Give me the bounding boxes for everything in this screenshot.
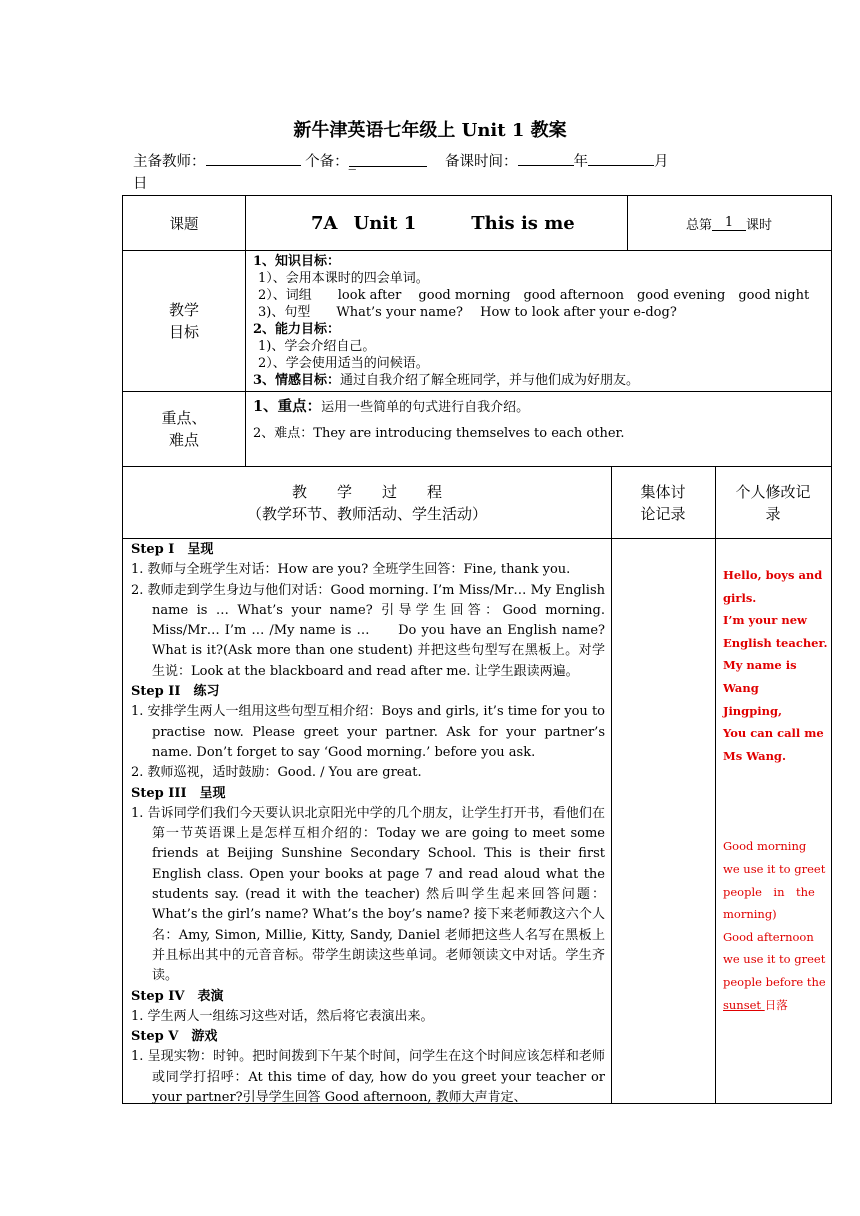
objective-line: 3)、句型 What’s your name? How to look after your e-dog? <box>258 305 677 320</box>
group-discussion-header: 集体讨 论记录 <box>640 482 686 523</box>
objective-line: 1)、学会介绍自己。 <box>258 339 376 354</box>
unit-name: Unit 1 <box>353 212 417 234</box>
period-count: 总第 1 课时 <box>685 215 773 233</box>
objective-line: 2）、学会使用适当的问候语。 <box>258 356 429 371</box>
day-label: 日 <box>133 176 148 192</box>
objectives-label: 教学 目标 <box>168 300 199 341</box>
keypoints-label: 重点、 难点 <box>161 409 207 449</box>
process-content <box>131 540 605 1108</box>
difficult-point-text: 2、难点：They are introducing themselves to each other. <box>253 426 625 441</box>
teacher-label: 主备教师： <box>133 154 206 170</box>
key-point-label: 1、重点： <box>253 398 322 415</box>
step-item: 1. 学生两人一组练习这些对话，然后将它表演出来。 <box>131 1008 434 1024</box>
personal-revision-header: 个人修改记 录 <box>735 482 811 523</box>
year-blank <box>518 150 574 166</box>
step-heading: Step IV 表演 <box>131 988 224 1004</box>
keypoints-content <box>253 397 828 441</box>
teaching-process-table <box>122 466 832 1104</box>
teacher-blank <box>206 150 301 166</box>
objective-line: 3、情感目标：通过自我介绍了解全班同学，并与他们成为好朋友。 <box>253 373 640 388</box>
step-heading: Step I 呈现 <box>131 542 214 557</box>
month-label: 月 <box>654 154 669 170</box>
step-item: 1. 安排学生两人一组用这些句型互相介绍：Boys and girls, it’s time for you to practise now. Please greet your partner. Ask for your partner’s name. Don’t forget to say ‘Good morning.’ before you ask. <box>131 704 605 760</box>
step-item: 1. 呈现实物：时钟。把时间拨到下午某个时间，问学生在这个时间应该怎样和老师或同学打招呼：At this time of day, how do you greet your teacher or your partner?引导学生回答 Good afternoon, 教师大声肯定、 <box>131 1049 605 1106</box>
period-number: 1 <box>712 215 746 231</box>
step-item: 2. 教师走到学生身边与他们对话：Good morning. I’m Miss/Mr… My English name is … What’s your name? 引导学生回答：Good morning. Miss/Mr… I’m … /My name is … Do you have an English name? What is it?(Ask more than one student) 并把这些句型写在黑板上。对学生说：Look at the blackboard and read after me. 让学生跟读两遍。 <box>131 582 605 679</box>
document-title: 新牛津英语七年级上 Unit 1 教案 <box>293 120 567 141</box>
step-heading: Step II 练习 <box>131 684 220 700</box>
objective-line: 1、知识目标： <box>253 254 341 269</box>
lesson-info-table <box>122 195 832 467</box>
lesson-topic <box>245 196 627 250</box>
unit-code: 7A <box>311 212 338 234</box>
step-heading: Step V 游戏 <box>131 1029 218 1045</box>
unit-title: This is me <box>471 212 575 234</box>
step-item: 1. 教师与全班学生对话：How are you? 全班学生回答：Fine, thank you. <box>131 562 571 578</box>
process-header: 教 学 过 程 （教学环节、教师活动、学生活动） <box>246 482 487 523</box>
step-item: 2. 教师巡视，适时鼓励：Good. / You are great. <box>131 765 422 781</box>
year-label: 年 <box>573 154 589 170</box>
personal-notes: Hello, boys and girls. I’m your new English teacher. My name is Wang Jingping, You can call me Ms Wang. Good morning we use it to greet people in the morning) Good afternoon we use it to greet people before the sunset 日落 <box>723 568 828 1012</box>
objective-line: 2、能力目标： <box>253 322 341 337</box>
personal-blank: _ <box>349 151 427 167</box>
objective-line: 2）、词组 look after good morning good afternoon good evening good night <box>258 288 810 303</box>
step-heading: Step III 呈现 <box>131 785 226 801</box>
prep-time-label: 备课时间： <box>445 154 518 170</box>
objective-line: 1）、会用本课时的四会单词。 <box>258 271 429 286</box>
step-item: 1. 告诉同学们我们今天要认识北京阳光中学的几个朋友，让学生打开书，看他们在第一节英语课上是怎样互相介绍的：Today we are going to meet some friends at Beijing Sunshine Secondary School. This is their first English class. Open your books at page 7 and read aloud what the students say. (read it with the teacher) 然后叫学生起来回答问题：What’s the girl’s name? What’s the boy’s name? 接下来老师教这六个人名：Amy, Simon, Millie, Kitty, Sandy, Daniel 老师把这些人名写在黑板上并且标出其中的元音音标。带学生朗读这些单词。老师领读文中对话。学生齐读。 <box>131 805 605 984</box>
key-point-text: 运用一些简单的句式进行自我介绍。 <box>321 400 530 415</box>
objectives-content <box>253 253 828 389</box>
month-blank <box>588 150 654 166</box>
topic-label: 课题 <box>169 216 199 233</box>
prep-info-line <box>133 150 743 195</box>
personal-label: 个备： <box>305 154 349 170</box>
